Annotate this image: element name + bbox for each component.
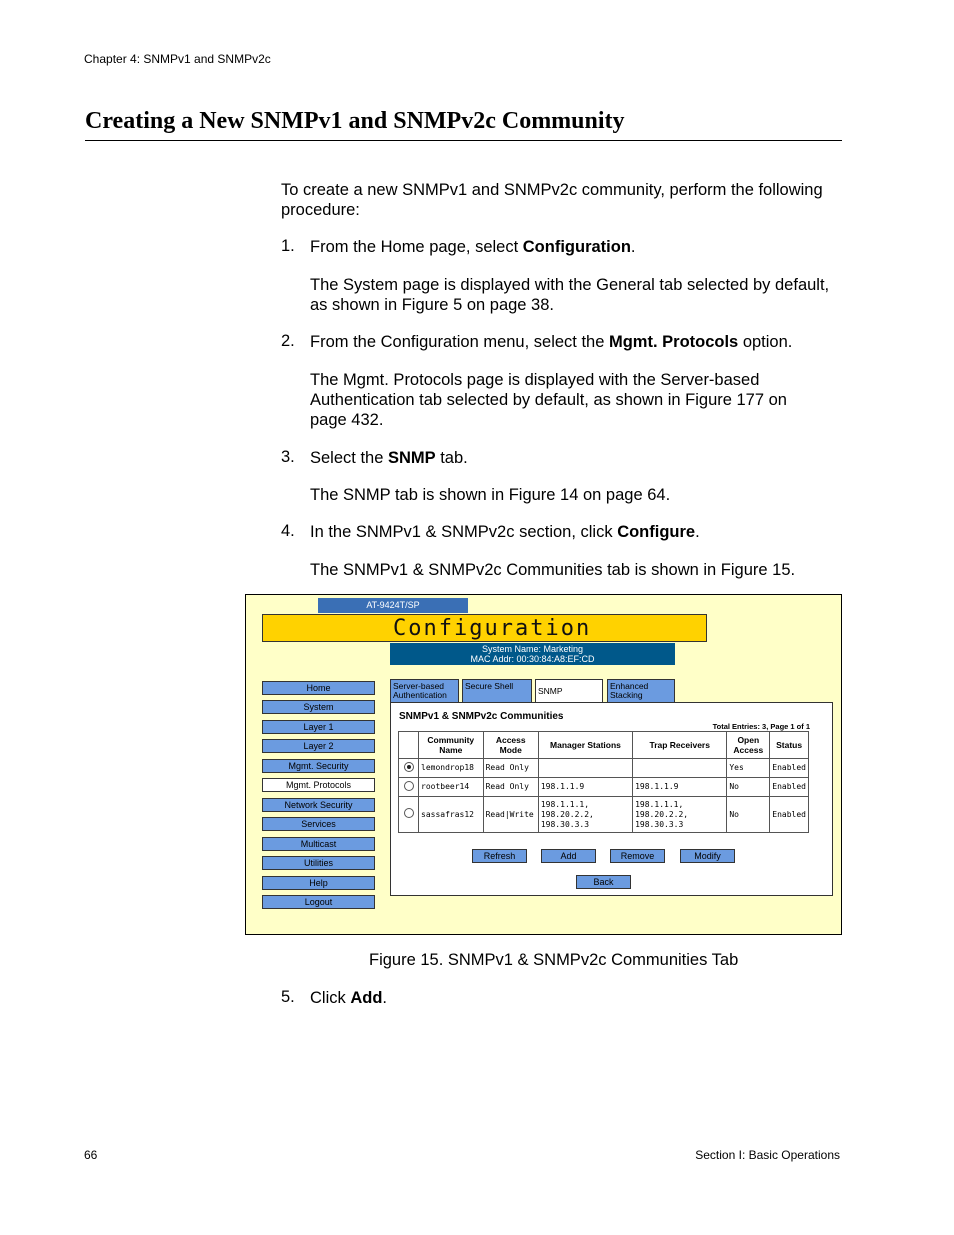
tab-snmp[interactable]: SNMP — [535, 679, 603, 703]
nav-services[interactable]: Services — [262, 817, 375, 831]
model-label: AT-9424T/SP — [318, 598, 468, 613]
page-number: 66 — [84, 1148, 98, 1162]
radio-icon[interactable] — [404, 781, 414, 791]
step-5-number: 5. — [281, 988, 295, 1006]
step-3-text: Select the SNMP tab. — [310, 449, 468, 467]
panel-title: SNMPv1 & SNMPv2c Communities — [399, 711, 564, 722]
status-cell: Enabled — [770, 797, 809, 833]
system-info: System Name: Marketing MAC Addr: 00:30:84:A8:EF:CD — [390, 643, 675, 665]
nav-system[interactable]: System — [262, 700, 375, 714]
trap-receivers-cell: 198.1.1.9 — [633, 778, 727, 797]
communities-table — [398, 731, 809, 833]
access-mode-cell: Read Only — [483, 759, 538, 778]
communities-panel — [390, 702, 833, 896]
nav-mgmt-protocols[interactable]: Mgmt. Protocols — [262, 778, 375, 792]
step-4-number: 4. — [281, 522, 295, 540]
column-header: Trap Receivers — [633, 732, 727, 759]
step-1-note: The System page is displayed with the General tab selected by default, as shown in Figure 5 on page 38. — [310, 276, 830, 314]
step-5-text: Click Add. — [310, 989, 388, 1007]
section-title: Creating a New SNMPv1 and SNMPv2c Community — [85, 108, 625, 134]
step-2-number: 2. — [281, 332, 295, 350]
open-access-cell: No — [727, 797, 770, 833]
manager-stations-cell — [538, 759, 632, 778]
column-header: Access Mode — [483, 732, 538, 759]
nav-home[interactable]: Home — [262, 681, 375, 695]
radio-selected-icon[interactable] — [404, 762, 414, 772]
step-2-note: The Mgmt. Protocols page is displayed with the Server-based Authentication tab selected by default, as shown in Figure 177 on page 432. — [310, 371, 787, 429]
select-column-header — [399, 732, 419, 759]
column-header: Community Name — [419, 732, 484, 759]
step-1-text: From the Home page, select Configuration. — [310, 238, 636, 256]
step-3-number: 3. — [281, 448, 295, 466]
running-header: Chapter 4: SNMPv1 and SNMPv2c — [84, 52, 271, 66]
community-name-cell: rootbeer14 — [419, 778, 484, 797]
open-access-cell: Yes — [727, 759, 770, 778]
community-name-cell: sassafras12 — [419, 797, 484, 833]
refresh-button[interactable]: Refresh — [472, 849, 527, 863]
step-1-number: 1. — [281, 237, 295, 255]
trap-receivers-cell — [633, 759, 727, 778]
nav-layer-1[interactable]: Layer 1 — [262, 720, 375, 734]
table-header-row — [399, 732, 809, 759]
table-row[interactable] — [399, 797, 809, 833]
radio-icon[interactable] — [404, 808, 414, 818]
column-header: Open Access — [727, 732, 770, 759]
footer-section: Section I: Basic Operations — [695, 1148, 840, 1162]
manager-stations-cell: 198.1.1.1, 198.20.2.2, 198.30.3.3 — [538, 797, 632, 833]
nav-layer-2[interactable]: Layer 2 — [262, 739, 375, 753]
remove-button[interactable]: Remove — [610, 849, 665, 863]
row-select[interactable] — [399, 759, 419, 778]
step-3-note: The SNMP tab is shown in Figure 14 on page 64. — [310, 486, 671, 504]
nav-mgmt-security[interactable]: Mgmt. Security — [262, 759, 375, 773]
nav-logout[interactable]: Logout — [262, 895, 375, 909]
title-rule — [85, 140, 842, 141]
row-select[interactable] — [399, 797, 419, 833]
figure-screenshot — [245, 594, 842, 935]
nav-network-security[interactable]: Network Security — [262, 798, 375, 812]
table-row[interactable] — [399, 778, 809, 797]
tab-secure-shell[interactable]: Secure Shell — [462, 679, 532, 702]
community-name-cell: lemondrop18 — [419, 759, 484, 778]
nav-multicast[interactable]: Multicast — [262, 837, 375, 851]
back-button[interactable]: Back — [576, 875, 631, 889]
column-header: Status — [770, 732, 809, 759]
nav-utilities[interactable]: Utilities — [262, 856, 375, 870]
tab-server-based-authentication[interactable]: Server-based Authentication — [390, 679, 459, 702]
column-header: Manager Stations — [538, 732, 632, 759]
step-4-text: In the SNMPv1 & SNMPv2c section, click Configure. — [310, 523, 700, 541]
configuration-banner: Configuration — [262, 614, 707, 642]
step-4-note: The SNMPv1 & SNMPv2c Communities tab is shown in Figure 15. — [310, 561, 796, 579]
nav-help[interactable]: Help — [262, 876, 375, 890]
access-mode-cell: Read Only — [483, 778, 538, 797]
trap-receivers-cell: 198.1.1.1, 198.20.2.2, 198.30.3.3 — [633, 797, 727, 833]
access-mode-cell: Read|Write — [483, 797, 538, 833]
tab-enhanced-stacking[interactable]: Enhanced Stacking — [607, 679, 675, 702]
open-access-cell: No — [727, 778, 770, 797]
figure-caption: Figure 15. SNMPv1 & SNMPv2c Communities Tab — [369, 951, 739, 969]
status-cell: Enabled — [770, 759, 809, 778]
table-row[interactable] — [399, 759, 809, 778]
total-entries: Total Entries: 3, Page 1 of 1 — [712, 722, 810, 731]
add-button[interactable]: Add — [541, 849, 596, 863]
status-cell: Enabled — [770, 778, 809, 797]
intro-paragraph: To create a new SNMPv1 and SNMPv2c community, perform the following procedure: — [281, 181, 823, 219]
step-2-text: From the Configuration menu, select the Mgmt. Protocols option. — [310, 333, 793, 351]
manager-stations-cell: 198.1.1.9 — [538, 778, 632, 797]
modify-button[interactable]: Modify — [680, 849, 735, 863]
row-select[interactable] — [399, 778, 419, 797]
